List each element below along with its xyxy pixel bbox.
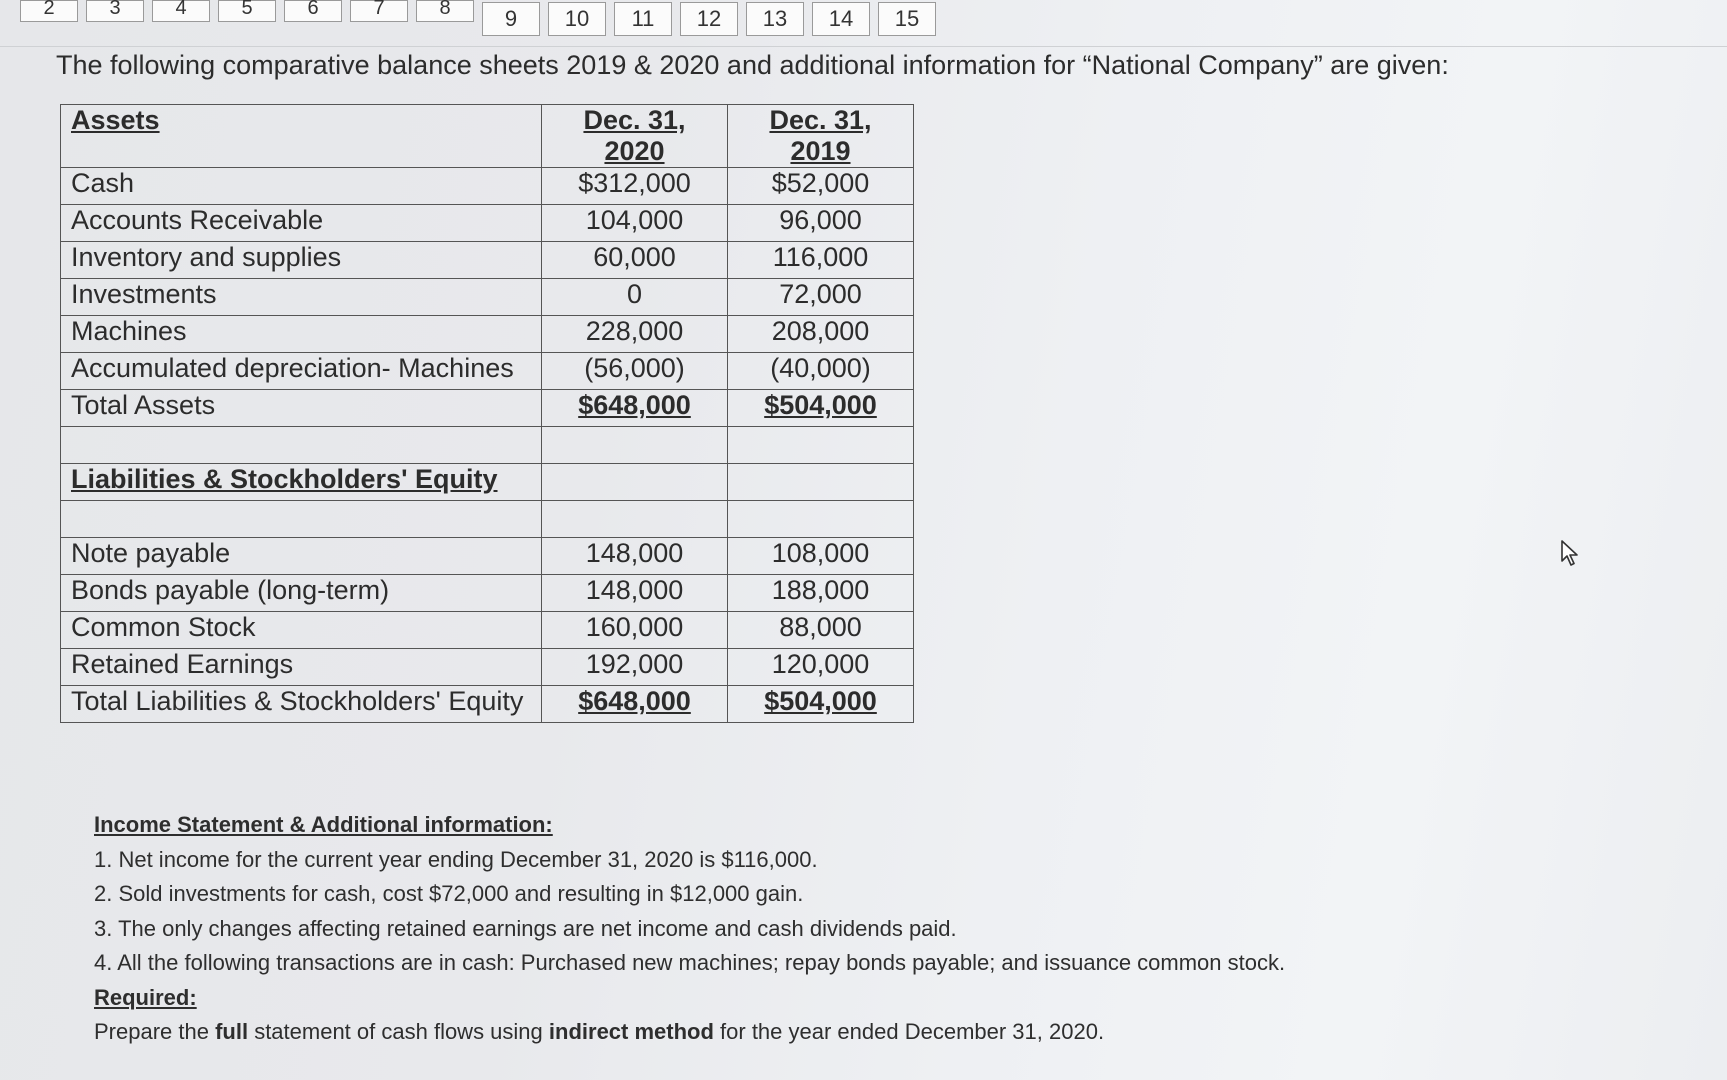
table-row <box>61 205 914 242</box>
value-2019: 188,000 <box>728 575 914 612</box>
mouse-pointer-icon <box>1560 540 1582 566</box>
note-item: 4. All the following transactions are in cash: Purchased new machines; repay bonds payable; and issuance common stock. <box>94 950 1286 975</box>
page-button-7[interactable]: 7 <box>350 0 408 22</box>
table-row <box>61 316 914 353</box>
header-divider <box>0 46 1727 47</box>
question-pager <box>20 0 944 40</box>
note-item: 1. Net income for the current year ending December 31, 2020 is $116,000. <box>94 846 818 872</box>
row-label: Accounts Receivable <box>61 205 542 242</box>
total-liabilities-2020: $648,000 <box>578 686 691 716</box>
value-2019: (40,000) <box>728 353 914 390</box>
page-button-10[interactable]: 10 <box>548 2 606 36</box>
required-text-part: for the year ended December 31, 2020. <box>713 1019 1105 1044</box>
value-2019: 96,000 <box>728 205 914 242</box>
additional-information <box>94 808 1285 1050</box>
page-button-12[interactable]: 12 <box>680 2 738 36</box>
table-row <box>61 538 914 575</box>
row-label: Bonds payable (long-term) <box>61 575 542 612</box>
page-button-6[interactable]: 6 <box>284 0 342 22</box>
page-button-13[interactable]: 13 <box>746 2 804 36</box>
page-button-15[interactable]: 15 <box>878 2 936 36</box>
page-button-3[interactable]: 3 <box>86 0 144 22</box>
note-item: 3. The only changes affecting retained earnings are net income and cash dividends paid. <box>94 915 957 941</box>
required-text-bold: full <box>215 1019 249 1044</box>
required-text-part: Prepare the <box>94 1019 216 1044</box>
table-row <box>61 612 914 649</box>
value-2020: 192,000 <box>542 649 728 686</box>
value-2020: 228,000 <box>542 316 728 353</box>
value-2019: 88,000 <box>728 612 914 649</box>
value-2020: 0 <box>542 279 728 316</box>
page-button-8[interactable]: 8 <box>416 0 474 22</box>
table-header-row <box>61 105 914 168</box>
balance-sheet-table <box>60 104 914 723</box>
value-2019: 208,000 <box>728 316 914 353</box>
total-assets-2020: $648,000 <box>578 390 691 420</box>
row-label: Inventory and supplies <box>61 242 542 279</box>
page-button-9[interactable]: 9 <box>482 2 540 36</box>
value-2020: 60,000 <box>542 242 728 279</box>
total-assets-row <box>61 390 914 427</box>
required-text-part: statement of cash flows using <box>248 1019 549 1044</box>
value-2020: 148,000 <box>542 575 728 612</box>
col-header-2019: Dec. 31, 2019 <box>728 105 914 168</box>
table-row <box>61 575 914 612</box>
page-button-4[interactable]: 4 <box>152 0 210 22</box>
total-liabilities-row <box>61 686 914 723</box>
row-label: Cash <box>61 168 542 205</box>
page-button-11[interactable]: 11 <box>614 2 672 36</box>
table-row <box>61 279 914 316</box>
total-assets-2019: $504,000 <box>764 390 877 420</box>
table-row <box>61 168 914 205</box>
value-2020: $312,000 <box>542 168 728 205</box>
row-label: Retained Earnings <box>61 649 542 686</box>
assets-header: Assets <box>61 105 542 168</box>
row-label: Investments <box>61 279 542 316</box>
required-text-bold: indirect method <box>548 1019 714 1044</box>
liabilities-header-row <box>61 464 914 501</box>
page-button-14[interactable]: 14 <box>812 2 870 36</box>
row-label: Total Assets <box>61 390 542 427</box>
col-header-2020: Dec. 31, 2020 <box>542 105 728 168</box>
value-2020: 104,000 <box>542 205 728 242</box>
blank-row <box>61 427 914 464</box>
row-label: Common Stock <box>61 612 542 649</box>
value-2019: 72,000 <box>728 279 914 316</box>
required-heading: Required: <box>94 984 197 1010</box>
page-button-5[interactable]: 5 <box>218 0 276 22</box>
value-2020: 160,000 <box>542 612 728 649</box>
value-2020: (56,000) <box>542 353 728 390</box>
liabilities-header: Liabilities & Stockholders' Equity <box>61 464 542 501</box>
row-label: Accumulated depreciation- Machines <box>61 353 542 390</box>
row-label: Machines <box>61 316 542 353</box>
notes-heading: Income Statement & Additional information: <box>94 812 553 837</box>
question-intro: The following comparative balance sheets 2019 & 2020 and additional information for “National Company” are given: <box>56 50 1449 80</box>
value-2020: 148,000 <box>542 538 728 575</box>
note-item: 2. Sold investments for cash, cost $72,000 and resulting in $12,000 gain. <box>94 881 804 906</box>
value-2019: $52,000 <box>728 168 914 205</box>
table-row <box>61 353 914 390</box>
page-button-2[interactable]: 2 <box>20 0 78 22</box>
total-liabilities-2019: $504,000 <box>764 686 877 716</box>
value-2019: 108,000 <box>728 538 914 575</box>
blank-row <box>61 501 914 538</box>
value-2019: 120,000 <box>728 649 914 686</box>
row-label: Total Liabilities & Stockholders' Equity <box>61 686 542 723</box>
required-text <box>94 1015 1285 1050</box>
row-label: Note payable <box>61 538 542 575</box>
value-2019: 116,000 <box>728 242 914 279</box>
table-row <box>61 242 914 279</box>
table-row <box>61 649 914 686</box>
